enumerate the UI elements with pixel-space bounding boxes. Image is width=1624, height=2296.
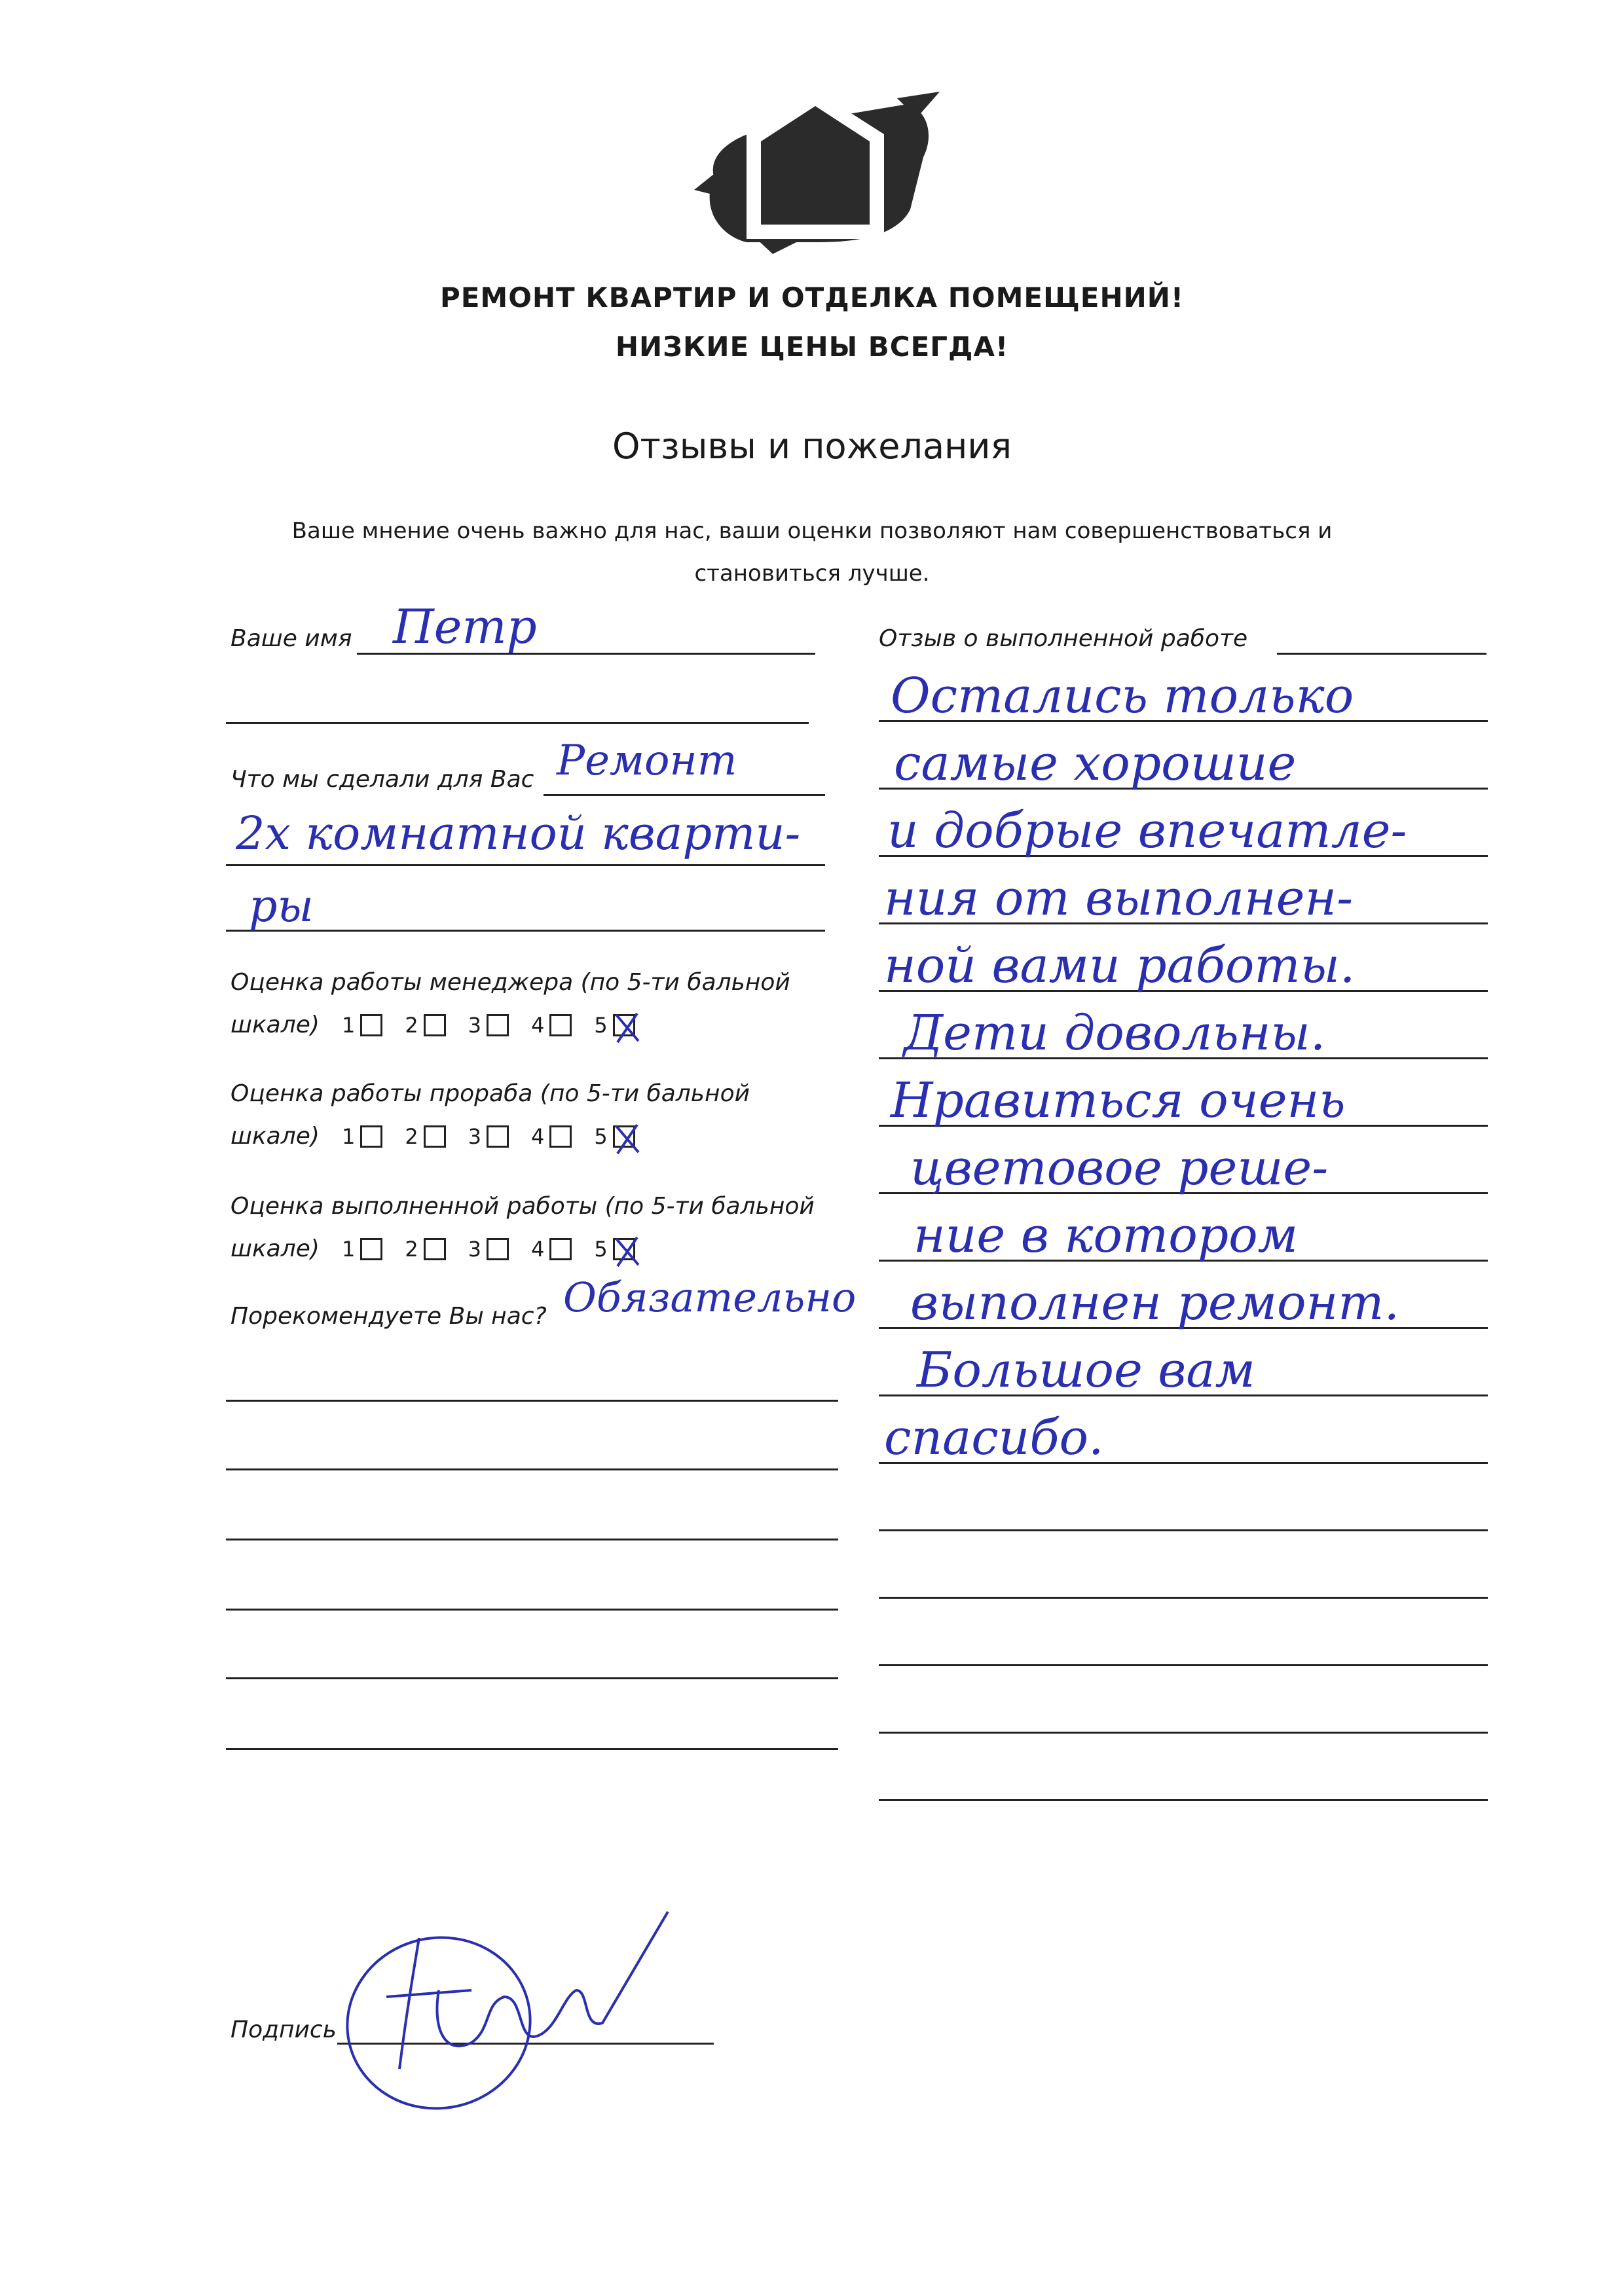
what-line-3[interactable] (226, 930, 825, 932)
recommend-line-6[interactable] (226, 1748, 838, 1750)
manager-rating-2-checkbox[interactable] (424, 1014, 446, 1036)
review-line-17[interactable] (879, 1799, 1488, 1801)
work-rating-2-checkbox[interactable] (424, 1238, 446, 1260)
check-mark-icon (611, 1010, 644, 1045)
review-text-line-3: и добрые впечатле- (887, 803, 1407, 859)
foreman-rating-2-checkbox[interactable] (424, 1125, 446, 1148)
what-field-line[interactable] (544, 794, 825, 796)
foreman-rating-4-checkbox[interactable] (549, 1125, 572, 1148)
recommend-line-5[interactable] (226, 1677, 838, 1679)
check-mark-icon (611, 1233, 644, 1269)
what-line-2[interactable] (226, 864, 825, 866)
manager-rating-1-checkbox[interactable] (360, 1014, 382, 1036)
foreman-rating-label: Оценка работы прораба (по 5-ти бальной (231, 1080, 750, 1107)
manager-rating-5-checkbox[interactable] (613, 1014, 635, 1036)
name-extra-line[interactable] (226, 722, 809, 724)
foreman-rating-scale-label: шкале) (231, 1123, 320, 1150)
work-rating-5-checkbox[interactable] (613, 1238, 635, 1260)
manager-rating-3-checkbox[interactable] (487, 1014, 509, 1036)
foreman-rating-5-checkbox[interactable] (613, 1125, 635, 1148)
intro-line-1: Ваше мнение очень важно для нас, ваши оценки позволяют нам совершенствоваться и (291, 518, 1333, 544)
work-rating-scale-label: шкале) (231, 1235, 320, 1262)
foreman-rating-1-checkbox[interactable] (360, 1125, 382, 1148)
review-text-line-10: выполнен ремонт. (910, 1275, 1399, 1331)
what-value-1: Ремонт (557, 737, 737, 785)
review-text-line-7: Нравиться очень (891, 1072, 1346, 1129)
what-label: Что мы сделали для Вас (231, 766, 534, 793)
what-value-3: ры (249, 881, 314, 932)
recommend-label: Порекомендуете Вы нас? (231, 1303, 547, 1330)
review-text-line-8: цветовое реше- (910, 1140, 1329, 1196)
review-text-line-4: ния от выполнен- (884, 870, 1354, 926)
review-line-14[interactable] (879, 1597, 1488, 1599)
review-line-16[interactable] (879, 1732, 1488, 1734)
review-text-line-12: спасибо. (884, 1410, 1104, 1466)
page-title: Отзывы и пожелания (612, 426, 1012, 467)
recommend-line-3[interactable] (226, 1539, 838, 1540)
review-line-15[interactable] (879, 1664, 1488, 1666)
signature-mark (341, 1899, 681, 2121)
manager-rating-scale-label: шкале) (231, 1011, 320, 1038)
review-field-line[interactable] (1277, 653, 1486, 655)
foreman-rating-row: шкале) 1 2 3 4 5 (231, 1123, 635, 1150)
manager-rating-4-checkbox[interactable] (549, 1014, 572, 1036)
manager-rating-row: шкале) 1 2 3 4 5 (231, 1011, 635, 1038)
review-text-line-9: ние в котором (913, 1207, 1299, 1264)
review-text-line-5: ной вами работы. (884, 938, 1356, 994)
work-rating-row: шкале) 1 2 3 4 5 (231, 1235, 635, 1262)
work-rating-1-checkbox[interactable] (360, 1238, 382, 1260)
intro-line-2: становиться лучше. (694, 560, 930, 587)
review-line-13[interactable] (879, 1529, 1488, 1531)
recommend-line-4[interactable] (226, 1609, 838, 1611)
check-mark-icon (611, 1121, 644, 1156)
company-slogan-line-2: НИЗКИЕ ЦЕНЫ ВСЕГДА! (615, 331, 1009, 363)
house-logo-icon (688, 79, 943, 255)
recommend-line-2[interactable] (226, 1468, 838, 1470)
company-logo (688, 79, 943, 255)
review-label: Отзыв о выполненной работе (879, 625, 1248, 652)
recommend-value: Обязательно (563, 1273, 857, 1321)
work-rating-3-checkbox[interactable] (487, 1238, 509, 1260)
manager-rating-label: Оценка работы менеджера (по 5-ти бальной (231, 969, 790, 996)
review-text-line-11: Большое вам (917, 1342, 1255, 1398)
foreman-rating-3-checkbox[interactable] (487, 1125, 509, 1148)
name-value: Петр (393, 599, 537, 654)
what-value-2: 2х комнатной кварти- (236, 807, 801, 860)
review-text-line-2: самые хорошие (894, 735, 1297, 792)
work-rating-4-checkbox[interactable] (549, 1238, 572, 1260)
company-slogan-line-1: РЕМОНТ КВАРТИР И ОТДЕЛКА ПОМЕЩЕНИЙ! (439, 282, 1185, 314)
name-label: Ваше имя (231, 625, 352, 652)
review-text-line-1: Остались только (891, 668, 1354, 724)
signature-label: Подпись (231, 2016, 337, 2043)
review-text-line-6: Дети довольны. (904, 1005, 1326, 1061)
recommend-line-1[interactable] (226, 1400, 838, 1402)
work-rating-label: Оценка выполненной работы (по 5-ти бальной (231, 1193, 815, 1220)
